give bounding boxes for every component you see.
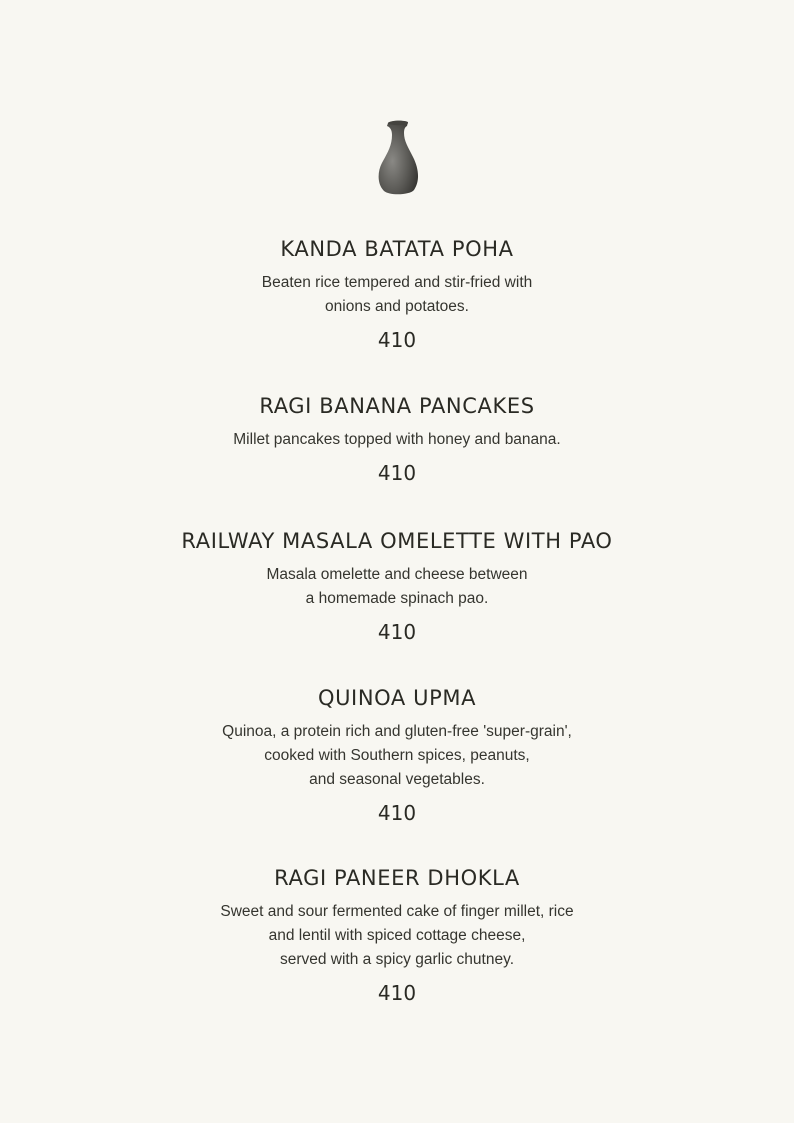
item-description — [0, 720, 794, 792]
menu-item-kanda-batata-poha — [0, 235, 794, 353]
description-line: onions and potatoes. — [325, 298, 469, 315]
item-description — [0, 271, 794, 319]
item-description — [0, 563, 794, 611]
item-description — [0, 428, 794, 452]
item-name: RAGI BANANA PANCAKES — [259, 394, 535, 418]
item-name: KANDA BATATA POHA — [280, 237, 514, 261]
description-line: a homemade spinach pao. — [305, 590, 489, 607]
menu-item-railway-masala-omelette — [0, 527, 794, 645]
menu-item-ragi-banana-pancakes — [0, 392, 794, 486]
description-line: Sweet and sour fermented cake of finger millet, rice — [220, 903, 574, 920]
item-price: 410 — [377, 981, 417, 1005]
item-price: 410 — [377, 328, 417, 352]
description-line: and seasonal vegetables. — [309, 771, 485, 788]
item-price: 410 — [377, 620, 417, 644]
item-name: RAILWAY MASALA OMELETTE WITH PAO — [181, 529, 613, 553]
item-name: RAGI PANEER DHOKLA — [274, 866, 520, 890]
menu-item-quinoa-upma — [0, 684, 794, 826]
description-line: Beaten rice tempered and stir-fried with — [261, 274, 533, 291]
item-description — [0, 900, 794, 972]
description-line: Quinoa, a protein rich and gluten-free 'super-grain', — [222, 723, 572, 740]
description-line: cooked with Southern spices, peanuts, — [264, 747, 530, 764]
menu-item-ragi-paneer-dhokla — [0, 864, 794, 1006]
item-name: QUINOA UPMA — [317, 686, 477, 710]
description-line: Millet pancakes topped with honey and banana. — [233, 431, 561, 448]
clay-vase-icon — [374, 119, 422, 197]
description-line: served with a spicy garlic chutney. — [279, 951, 515, 968]
item-price: 410 — [377, 461, 417, 485]
item-price: 410 — [377, 801, 417, 825]
description-line: and lentil with spiced cottage cheese, — [268, 927, 526, 944]
description-line: Masala omelette and cheese between — [266, 566, 528, 583]
